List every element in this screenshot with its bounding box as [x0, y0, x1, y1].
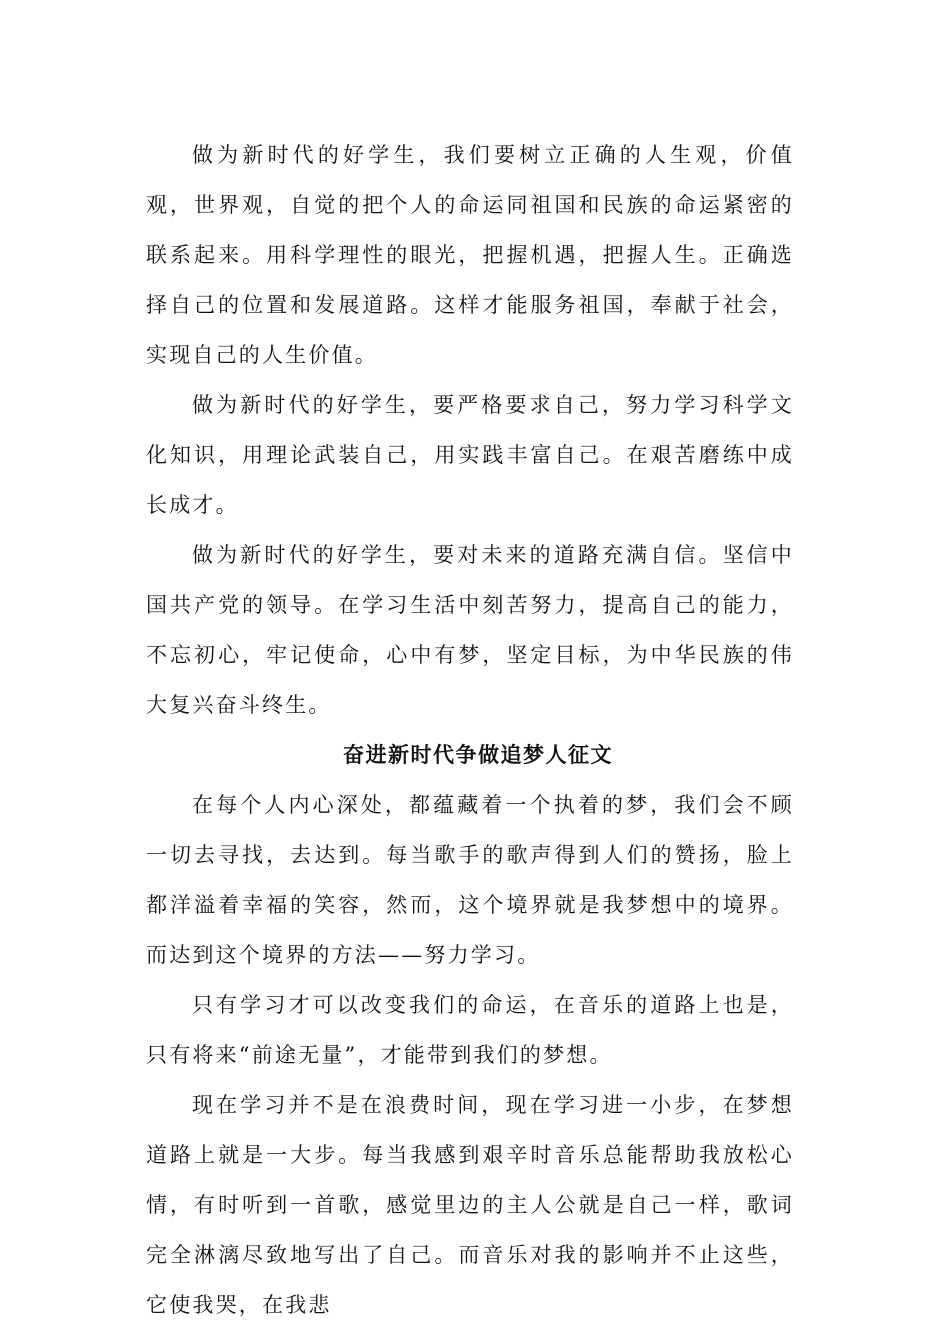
document-body — [146, 130, 794, 1330]
essay-title: 奋进新时代争做追梦人征文 — [343, 743, 613, 767]
paragraph-good-student-confidence: 做为新时代的好学生，要对未来的道路充满自信。坚信中国共产党的领导。在学习生活中刻苦努力，提高自己的能力，不忘初心，牢记使命，心中有梦，坚定目标，为中华民族的伟大复兴奋斗终生。 — [146, 543, 794, 717]
paragraph-dream-intro: 在每个人内心深处，都蕴藏着一个执着的梦，我们会不顾一切去寻找，去达到。每当歌手的歌声得到人们的赞扬，脸上都洋溢着幸福的笑容，然而，这个境界就是我梦想中的境界。而达到这个境界的方法——努力学习。 — [146, 793, 794, 967]
paragraph-music-influence: 现在学习并不是在浪费时间，现在学习进一小步，在梦想道路上就是一大步。每当我感到艰辛时音乐总能帮助我放松心情，有时听到一首歌，感觉里边的主人公就是自己一样，歌词完全淋漓尽致地写出了自己。而音乐对我的影响并不止这些，它使我哭，在我悲 — [146, 1093, 794, 1317]
paragraph-study-changes-fate: 只有学习才可以改变我们的命运，在音乐的道路上也是，只有将来“前途无量”，才能带到我们的梦想。 — [146, 993, 794, 1067]
paragraph-good-student-self-discipline: 做为新时代的好学生，要严格要求自己，努力学习科学文化知识，用理论武装自己，用实践丰富自己。在艰苦磨练中成长成才。 — [146, 393, 794, 517]
paragraph-good-student-worldview: 做为新时代的好学生，我们要树立正确的人生观，价值观，世界观，自觉的把个人的命运同祖国和民族的命运紧密的联系起来。用科学理性的眼光，把握机遇，把握人生。正确选择自己的位置和发展道路。这样才能服务祖国，奉献于社会，实现自己的人生价值。 — [146, 143, 794, 367]
